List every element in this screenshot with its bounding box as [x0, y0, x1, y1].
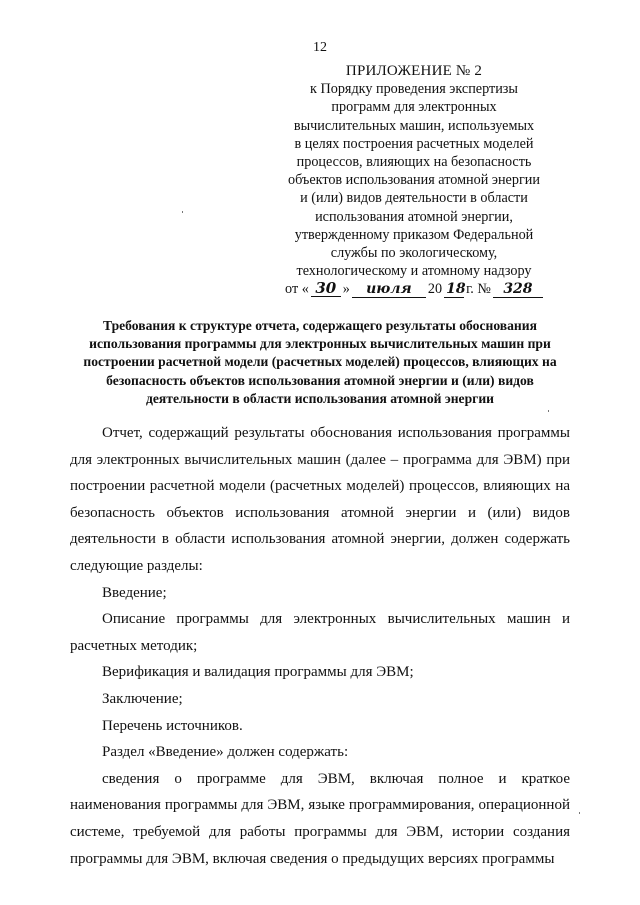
body-paragraph: Верификация и валидация программы для ЭВМ;: [102, 664, 414, 681]
scan-speck: [548, 410, 549, 412]
appendix-line: к Порядку проведения экспертизы: [310, 81, 518, 98]
appendix-line: процессов, влияющих на безопасность: [296, 154, 532, 171]
handwritten-day: 30: [311, 280, 341, 297]
body-paragraph: Отчет, содержащий результаты обоснования использования программы для электронных вычислительных машин (далее – программа для ЭВМ) при построении расчетной модели (расчетных моделей) процессов, влияющих на безопасность объектов использования атомной энергии и (или) видов деятельности в области использования атомной энергии, должен содержать следующие разделы:: [70, 425, 570, 574]
date-quote-close: »: [342, 281, 350, 298]
document-heading: Требования к структуре отчета, содержащего результаты обоснования использования программы для электронных вычислительных машин при построении расчетной модели (расчетных моделей) процессов, влияющих на безопасность объектов использования атомной энергии и (или) видов деятельности в области использования атомной энергии: [83, 318, 557, 406]
scan-speck: [182, 211, 183, 213]
appendix-line: программ для электронных: [331, 99, 497, 116]
body-paragraph: Описание программы для электронных вычислительных машин и расчетных методик;: [70, 611, 570, 654]
scan-speck: [579, 812, 580, 814]
date-prefix: от «: [285, 281, 309, 298]
year-prefix: 20: [427, 281, 443, 298]
appendix-line: использования атомной энергии,: [315, 208, 513, 225]
appendix-line: технологическому и атомному надзору: [296, 263, 532, 280]
appendix-line: в целях построения расчетных моделей: [294, 135, 534, 152]
order-number-label: г. №: [466, 281, 491, 298]
appendix-line: утвержденному приказом Федеральной: [294, 226, 534, 243]
handwritten-month: июля: [352, 281, 426, 298]
document-body: [70, 420, 570, 872]
body-paragraph: Перечень источников.: [102, 717, 243, 734]
appendix-line: и (или) видов деятельности в области: [300, 190, 528, 207]
appendix-line: службы по экологическому,: [330, 245, 498, 262]
appendix-block: [258, 62, 570, 299]
page-number: 12: [313, 40, 327, 55]
appendix-title: ПРИЛОЖЕНИЕ № 2: [345, 63, 483, 79]
body-paragraph: Введение;: [102, 584, 167, 601]
order-date-line: [258, 280, 570, 298]
body-paragraph: Раздел «Введение» должен содержать:: [102, 744, 349, 761]
body-paragraph: сведения о программе для ЭВМ, включая полное и краткое наименования программы для ЭВМ, языке программирования, операционной системе, требуемой для работы программы для ЭВМ, истории создания программы для ЭВМ, включая сведения о предыдущих версиях программы: [70, 770, 570, 867]
body-paragraph: Заключение;: [102, 690, 183, 707]
handwritten-year: 18: [446, 281, 466, 298]
appendix-line: объектов использования атомной энергии: [288, 172, 540, 189]
handwritten-order-number: 328: [493, 281, 543, 298]
appendix-line: вычислительных машин, используемых: [293, 117, 535, 134]
